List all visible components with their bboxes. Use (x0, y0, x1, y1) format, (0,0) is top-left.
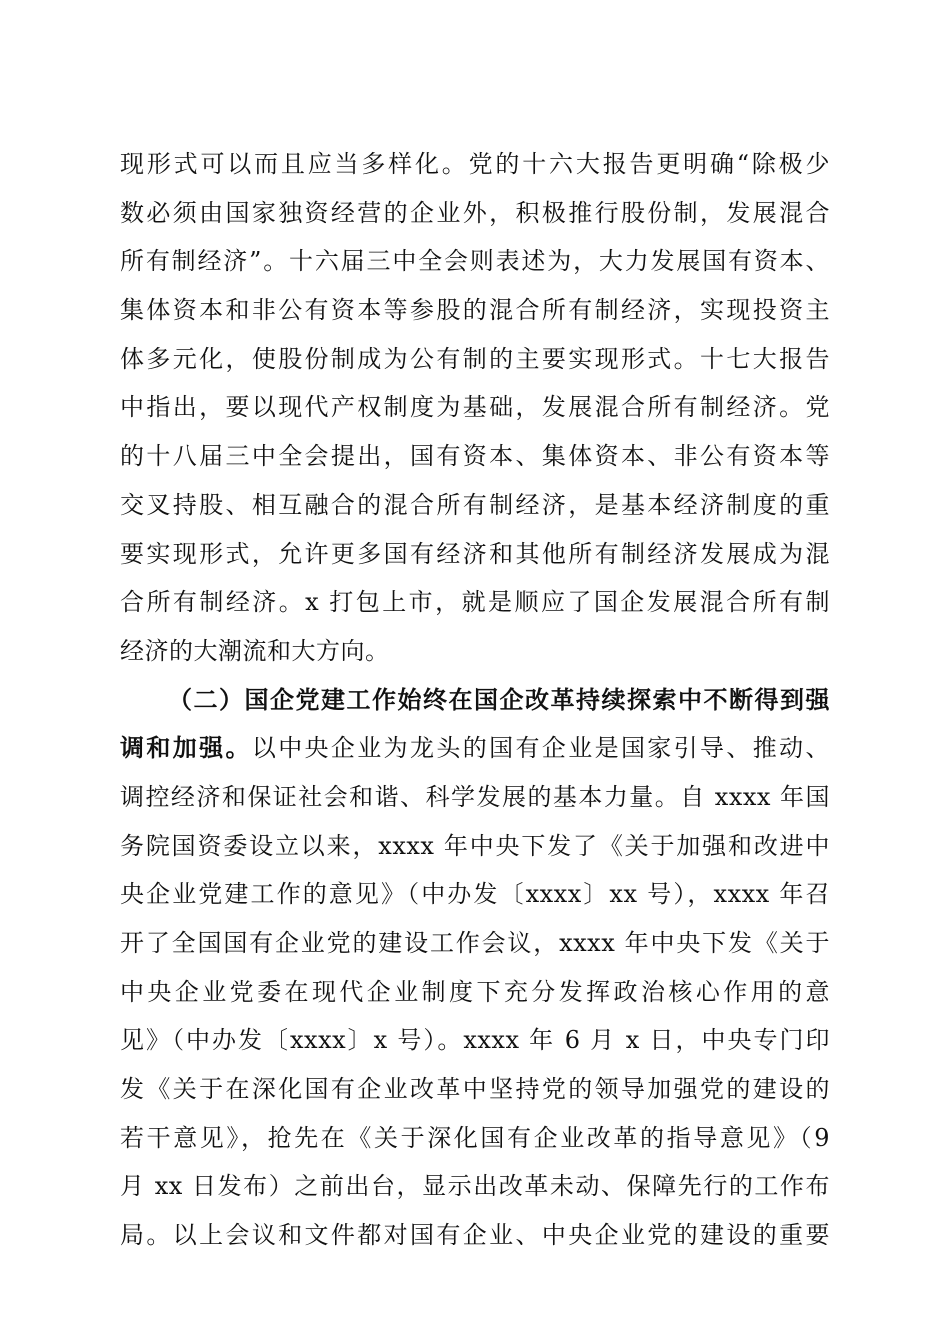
text-line: 所有制经济”。十六届三中全会则表述为，大力发展国有资本、 (120, 247, 830, 276)
text-line: 经济的大潮流和大方向。 (120, 636, 390, 665)
text-line: 中指出，要以现代产权制度为基础，发展混合所有制经济。党 (120, 393, 830, 422)
paragraph-1 (120, 140, 830, 676)
text-line: 央企业党建工作的意见》（中办发〔xxxx〕xx 号），xxxx 年召 (120, 880, 830, 909)
text-line: 开了全国国有企业党的建设工作会议，xxxx 年中央下发《关于 (120, 929, 830, 957)
section-heading-end: 调和加强。 (120, 733, 252, 763)
text-line (120, 724, 830, 773)
text-line: 务院国资委设立以来，xxxx 年中央下发了《关于加强和改进中 (120, 831, 830, 860)
text-line: 发《关于在深化国有企业改革中坚持党的领导加强党的建设的 (120, 1075, 830, 1104)
text-line: 体多元化，使股份制成为公有制的主要实现形式。十七大报告 (120, 344, 830, 373)
text-line: 局。以上会议和文件都对国有企业、中央企业党的建设的重要 (120, 1221, 830, 1250)
text-line: 数必须由国家独资经营的企业外，积极推行股份制，发展混合 (120, 198, 830, 227)
text-line: 合所有制经济。x 打包上市，就是顺应了国企发展混合所有制 (120, 588, 830, 617)
text-line: 的十八届三中全会提出，国有资本、集体资本、非公有资本等 (120, 442, 830, 471)
text-line: 调控经济和保证社会和谐、科学发展的基本力量。自 xxxx 年国 (120, 782, 830, 811)
document-body (120, 140, 830, 1260)
paragraph-2 (120, 676, 830, 1260)
text-line: 要实现形式，允许更多国有经济和其他所有制经济发展成为混 (120, 539, 830, 568)
text-segment: 以中央企业为龙头的国有企业是国家引导、推动、 (251, 734, 830, 763)
text-line: 现形式可以而且应当多样化。党的十六大报告更明确“除极少 (120, 150, 830, 178)
text-line: 月 xx 日发布）之前出台，显示出改革未动、保障先行的工作布 (120, 1172, 830, 1201)
text-line: 见》（中办发〔xxxx〕x 号）。xxxx 年 6 月 x 日，中央专门印 (120, 1026, 830, 1055)
text-line: 中央企业党委在现代企业制度下充分发挥政治核心作用的意 (120, 977, 830, 1006)
text-line: 交叉持股、相互融合的混合所有制经济，是基本经济制度的重 (120, 490, 830, 519)
text-line: 若干意见》，抢先在《关于深化国有企业改革的指导意见》（9 (120, 1123, 830, 1152)
text-line: 集体资本和非公有资本等参股的混合所有制经济，实现投资主 (120, 296, 830, 325)
section-heading-line: （二）国企党建工作始终在国企改革持续探索中不断得到强 (168, 684, 830, 714)
